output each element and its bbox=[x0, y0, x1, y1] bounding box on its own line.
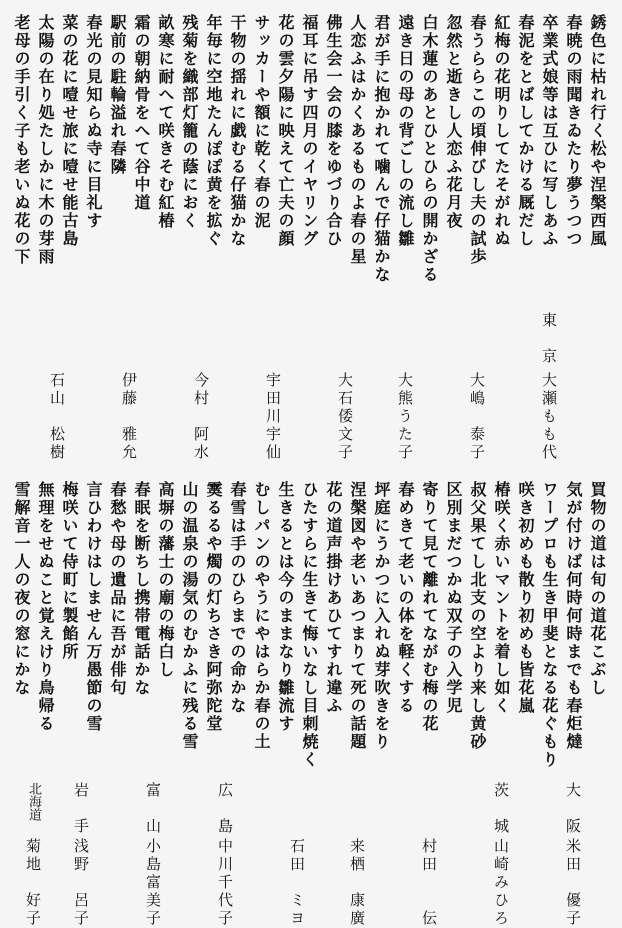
haiku-line: 春暁の雨聞きゐたり夢うつつ bbox=[564, 14, 583, 248]
haiku-line: 卒業式娘等は互ひに写しあふ bbox=[540, 14, 559, 248]
author-name: 石山 松樹 bbox=[48, 372, 66, 462]
author-name: 大瀬もも代 bbox=[540, 372, 558, 462]
author-name: 大嶋 泰子 bbox=[468, 372, 486, 462]
haiku-line: 残菊を織部灯籠の蔭におく bbox=[180, 14, 199, 230]
haiku-line: 銹色に枯れ行く松や涅槃西風 bbox=[588, 14, 607, 248]
author-name: 菊地 好子 bbox=[24, 838, 42, 928]
haiku-line: 春光の見知らぬ寺に目礼す bbox=[84, 14, 103, 230]
haiku-line: 春愁や母の遺品に吾が俳句 bbox=[108, 481, 127, 697]
haiku-line: 無理をせぬこと覚えけり鳥帰る bbox=[36, 481, 55, 733]
haiku-line: 坪庭にうかつに入れぬ芽吹きをり bbox=[372, 481, 391, 751]
author-prefecture: 富 山 bbox=[144, 782, 162, 836]
author-prefecture: 岩 手 bbox=[72, 782, 90, 836]
author-name: 来栖 康廣 bbox=[348, 838, 366, 928]
haiku-line: 春泥をとばしてかける厩だし bbox=[516, 14, 535, 248]
author-name: 大石倭文子 bbox=[336, 372, 354, 462]
haiku-line: 霜の朝納骨をへて谷中道 bbox=[132, 14, 151, 212]
author-name: 浅野 呂子 bbox=[72, 838, 90, 928]
author-prefecture: 広 島 bbox=[216, 782, 234, 836]
haiku-line: 霙るるや燭の灯ちさき阿弥陀堂 bbox=[204, 481, 223, 733]
haiku-line: サッカーや額に乾く春の泥 bbox=[252, 14, 271, 230]
haiku-line: 人恋ふはかくあるものよ春の星 bbox=[348, 14, 367, 266]
author-prefecture: 北海道 bbox=[26, 782, 41, 821]
haiku-line: 畝寒に耐へて咲きそむ紅椿 bbox=[156, 14, 175, 230]
haiku-line: 椿咲く赤いマントを着し如く bbox=[492, 481, 511, 715]
haiku-line: 買物の道は旬の道花こぶし bbox=[588, 481, 607, 697]
author-name: 中川千代子 bbox=[216, 838, 234, 928]
author-name: 米田 優子 bbox=[564, 838, 582, 928]
author-name: 村田 伝 bbox=[420, 838, 438, 928]
haiku-line: 菜の花に噎せ旅に噎せ能古島 bbox=[60, 14, 79, 248]
author-name: 大熊うた子 bbox=[396, 372, 414, 462]
author-name: 宇田川宇仙 bbox=[264, 372, 282, 462]
haiku-line: ワープロも生き甲斐となる花ぐもり bbox=[540, 481, 559, 769]
haiku-line: 年毎に空地たんぽぽ黄を拡ぐ bbox=[204, 14, 223, 248]
author-prefecture: 大 阪 bbox=[564, 782, 582, 836]
haiku-line: 太陽の在り処たしかに木の芽雨 bbox=[36, 14, 55, 266]
author-name: 石田 ミヨ bbox=[288, 838, 306, 928]
haiku-line: 老母の手引く子も老いぬ花の下 bbox=[12, 14, 31, 266]
haiku-line: 生きるとは今のままなり雛流す bbox=[276, 481, 295, 733]
haiku-line: 雪解音一人の夜の窓にかな bbox=[12, 481, 31, 697]
haiku-line: 春うららこの頃伸びし夫の試歩 bbox=[468, 14, 487, 266]
author-name: 小島富美子 bbox=[144, 838, 162, 928]
haiku-line: 佛生会一会の膝をゆづり合ひ bbox=[324, 14, 343, 248]
haiku-line: 春雪は手のひらまでの命かな bbox=[228, 481, 247, 715]
haiku-line: 言ひわけはしません万愚節の雪 bbox=[84, 481, 103, 733]
haiku-line: 涅槃図や老いあつまりて死の話題 bbox=[348, 481, 367, 751]
haiku-line: 福耳に吊す四月のイヤリング bbox=[300, 14, 319, 248]
haiku-line: 叔父果てし北支の空より来し黄砂 bbox=[468, 481, 487, 751]
haiku-line: 君が手に抱かれて噛んで仔猫かな bbox=[372, 14, 391, 284]
haiku-line: 花の道声掛けあひてすれ違ふ bbox=[324, 481, 343, 715]
haiku-line: 寄りて見て離れてながむ梅の花 bbox=[420, 481, 439, 733]
haiku-line: 山の温泉の湯気のむかふに残る雪 bbox=[180, 481, 199, 751]
haiku-line: 紅梅の花明りしてたそがれぬ bbox=[492, 14, 511, 248]
haiku-line: 梅咲いて侍町に製餡所 bbox=[60, 481, 79, 661]
author-prefecture: 東 京 bbox=[540, 312, 558, 366]
haiku-line: 春めきて老いの体を軽くする bbox=[396, 481, 415, 715]
haiku-line: ひたすらに生きて悔いなし目刺焼く bbox=[300, 481, 319, 769]
author-name: 今村 阿水 bbox=[192, 372, 210, 462]
haiku-line: 花の雲夕陽に映えて亡夫の顔 bbox=[276, 14, 295, 248]
haiku-line: むしパンのやうにやはらか春の土 bbox=[252, 481, 271, 751]
haiku-line: 気が付けば何時何時までも春炬燵 bbox=[564, 481, 583, 751]
haiku-line: 区別まだつかぬ双子の入学児 bbox=[444, 481, 463, 715]
haiku-line: 忽然と逝きし人恋ふ花月夜 bbox=[444, 14, 463, 230]
author-prefecture: 茨 城 bbox=[492, 782, 510, 836]
haiku-line: 春眠を断ちし携帯電話かな bbox=[132, 481, 151, 697]
haiku-line: 高塀の藩士の廟の梅白し bbox=[156, 481, 175, 679]
haiku-line: 白木蓮のあとひとひらの開かざる bbox=[420, 14, 439, 284]
haiku-line: 咲き初めも散り初めも皆花嵐 bbox=[516, 481, 535, 715]
author-name: 山崎みひろ bbox=[492, 838, 510, 928]
haiku-line: 遠き日の母の背ごしの流し雛 bbox=[396, 14, 415, 248]
author-name: 伊藤 雅允 bbox=[120, 372, 138, 462]
haiku-line: 干物の揺れに戯むる仔猫かな bbox=[228, 14, 247, 248]
haiku-line: 駅前の駐輪溢れ春隣 bbox=[108, 14, 127, 176]
